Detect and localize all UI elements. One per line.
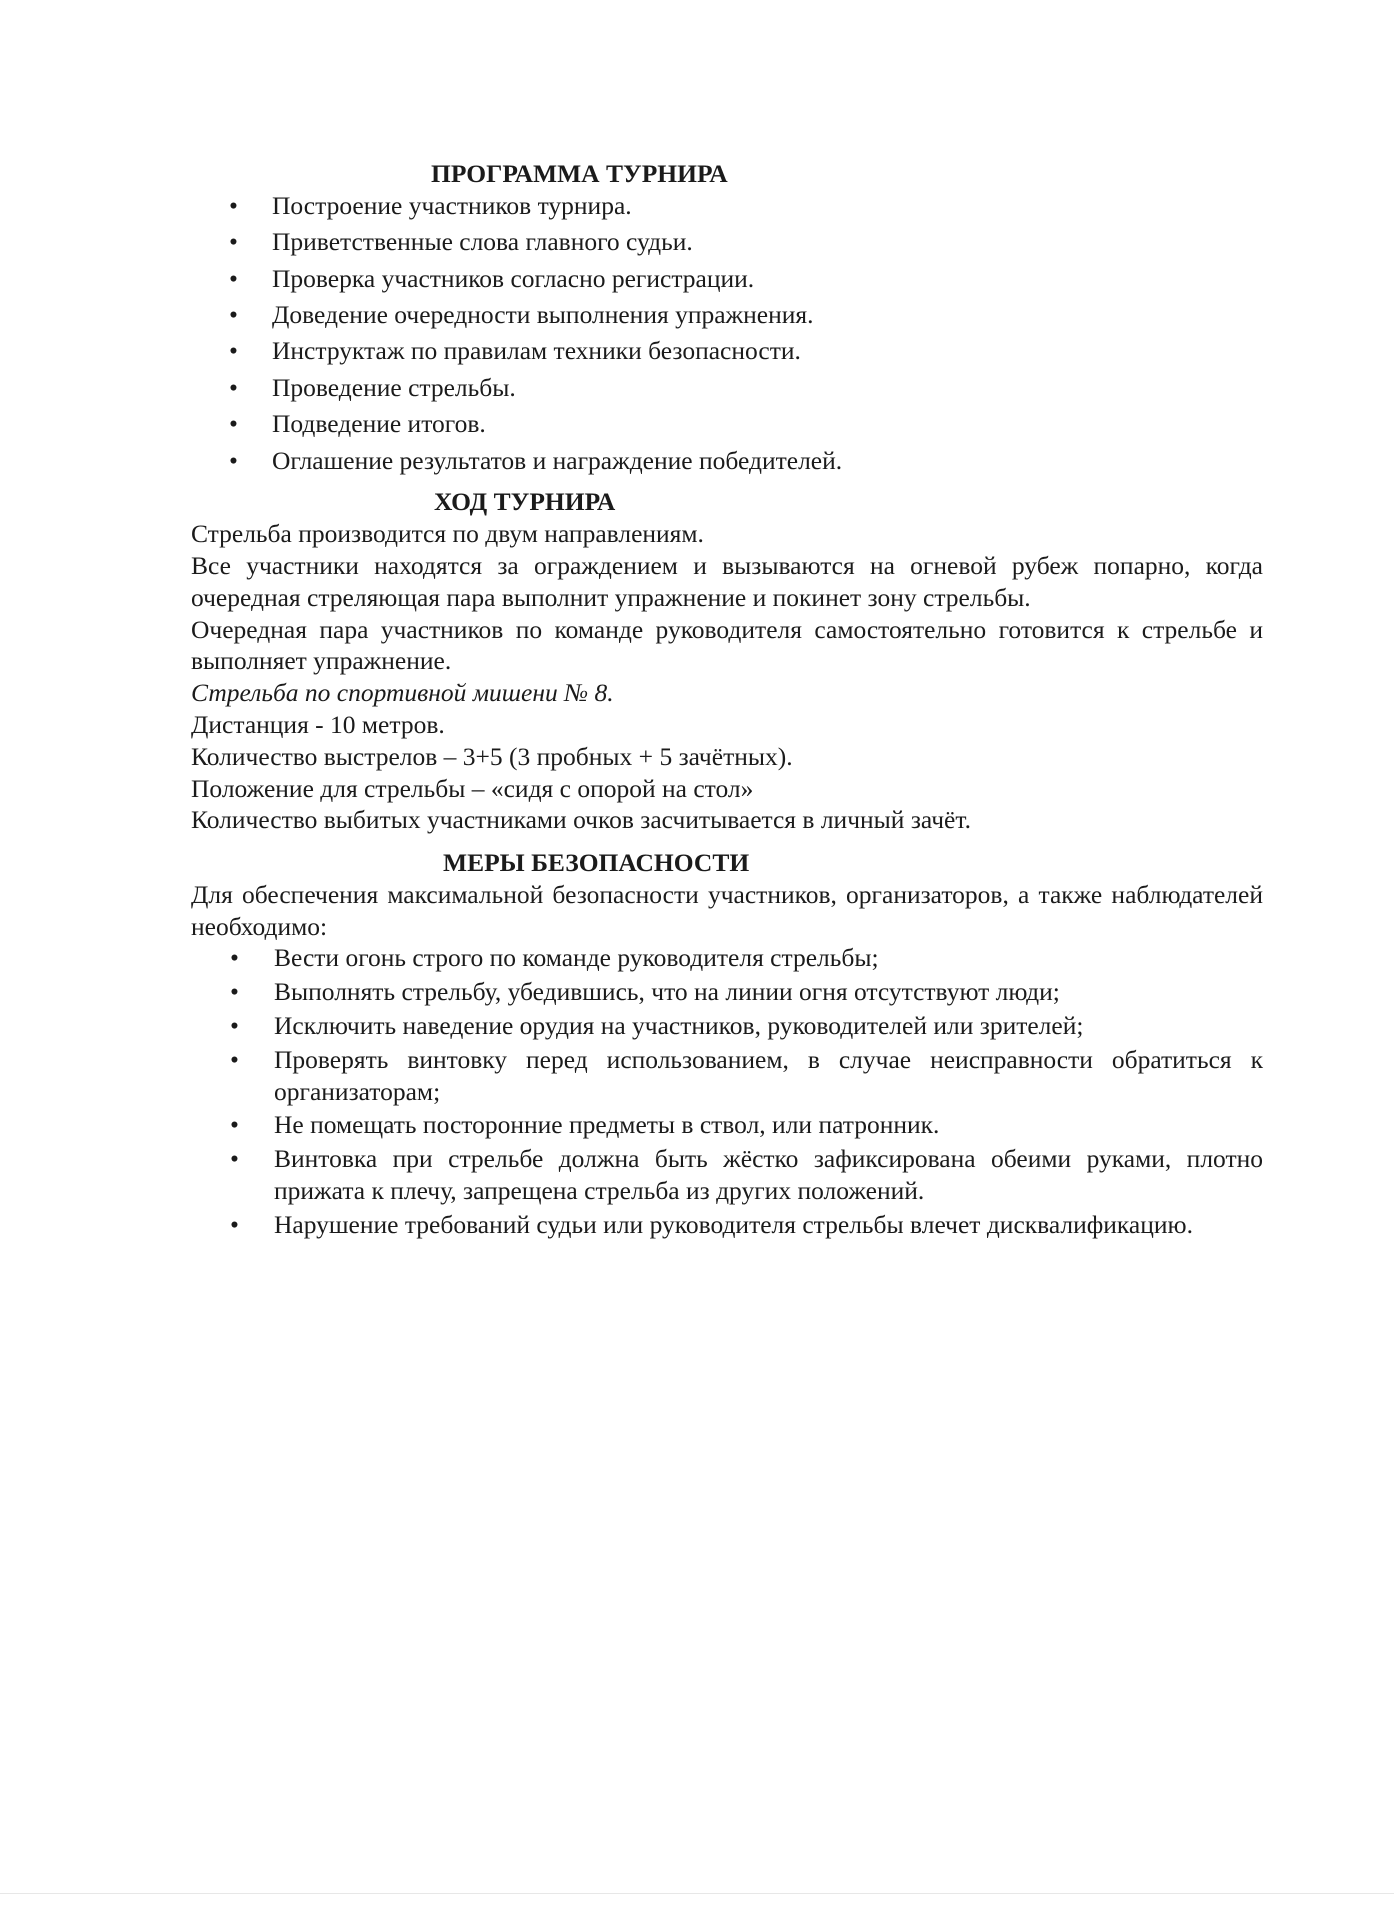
bullet-icon: •: [230, 1110, 239, 1140]
course-title: ХОД ТУРНИРА: [434, 487, 616, 517]
safety-item: [191, 1010, 1263, 1042]
shots-line: Количество выстрелов – 3+5 (3 пробных + 5 зачётных).: [191, 741, 793, 771]
program-item: [191, 335, 1263, 367]
safety-list: [191, 942, 1263, 1240]
safety-item-text: Нарушение требований судьи или руководителя стрельбы влечет дисквалификацию.: [274, 1209, 1193, 1239]
safety-item: [191, 1143, 1263, 1207]
bullet-icon: •: [229, 190, 238, 220]
program-item: [191, 372, 1263, 404]
target-line: Стрельба по спортивной мишени № 8.: [191, 678, 614, 708]
safety-item: [191, 942, 1263, 974]
program-item: [191, 408, 1263, 440]
distance-line: Дистанция - 10 метров.: [191, 709, 445, 739]
score-line: Количество выбитых участниками очков засчитывается в личный зачёт.: [191, 805, 971, 835]
bullet-icon: •: [229, 263, 238, 293]
bullet-icon: •: [230, 1209, 239, 1239]
safety-item-text: Вести огонь строго по команде руководителя стрельбы;: [274, 943, 879, 973]
bullet-icon: •: [229, 445, 238, 475]
program-item-text: Оглашение результатов и награждение победителей.: [272, 445, 843, 475]
program-item: [191, 226, 1263, 258]
safety-item: [191, 1209, 1263, 1241]
course-paragraph: Все участники находятся за ограждением и вызываются на огневой рубеж попарно, когда очередная стреляющая пара выполнит упражнение и покинет зону стрельбы.: [191, 550, 1263, 612]
bullet-icon: •: [229, 227, 238, 257]
safety-item-text: Исключить наведение орудия на участников, руководителей или зрителей;: [274, 1011, 1084, 1041]
bullet-icon: •: [230, 943, 239, 973]
bullet-icon: •: [230, 1011, 239, 1041]
scan-edge-line: [0, 1893, 1394, 1894]
bullet-icon: •: [229, 372, 238, 402]
program-item-text: Проведение стрельбы.: [272, 372, 516, 402]
bullet-icon: •: [229, 299, 238, 329]
safety-item-text: Проверять винтовку перед использованием, в случае неисправности обратиться к организаторам;: [274, 1044, 1263, 1106]
program-title: ПРОГРАММА ТУРНИРА: [431, 159, 728, 188]
program-item: [191, 299, 1263, 331]
program-item-text: Инструктаж по правилам техники безопасности.: [272, 336, 801, 366]
safety-item: [191, 976, 1263, 1008]
course-paragraph: Очередная пара участников по команде руководителя самостоятельно готовится к стрельбе и выполняет упражнение.: [191, 614, 1263, 676]
program-item-text: Проверка участников согласно регистрации.: [272, 263, 755, 293]
course-paragraph: Стрельба производится по двум направлениям.: [191, 519, 704, 549]
safety-item: [191, 1044, 1263, 1108]
bullet-icon: •: [229, 336, 238, 366]
safety-item-text: Выполнять стрельбу, убедившись, что на линии огня отсутствуют люди;: [274, 977, 1060, 1007]
safety-item: [191, 1109, 1263, 1141]
program-item: [191, 190, 1263, 222]
program-list: [191, 190, 1263, 477]
program-item-text: Приветственные слова главного судьи.: [272, 227, 693, 257]
program-item: [191, 263, 1263, 295]
program-item-text: Доведение очередности выполнения упражнения.: [272, 299, 814, 329]
bullet-icon: •: [230, 977, 239, 1007]
program-item-text: Подведение итогов.: [272, 409, 486, 439]
safety-title: МЕРЫ БЕЗОПАСНОСТИ: [443, 848, 750, 878]
position-line: Положение для стрельбы – «сидя с опорой на стол»: [191, 773, 754, 803]
bullet-icon: •: [230, 1144, 239, 1174]
safety-intro: Для обеспечения максимальной безопасности участников, организаторов, а также наблюдателей необходимо:: [191, 879, 1263, 941]
bullet-icon: •: [229, 409, 238, 439]
safety-item-text: Не помещать посторонние предметы в ствол, или патронник.: [274, 1110, 940, 1140]
bullet-icon: •: [230, 1044, 239, 1074]
program-item-text: Построение участников турнира.: [272, 190, 632, 220]
program-item: [191, 445, 1263, 477]
safety-item-text: Винтовка при стрельбе должна быть жёстко зафиксирована обеими руками, плотно прижата к плечу, запрещена стрельба из других положений.: [274, 1144, 1263, 1206]
document-body: [191, 158, 1263, 1241]
